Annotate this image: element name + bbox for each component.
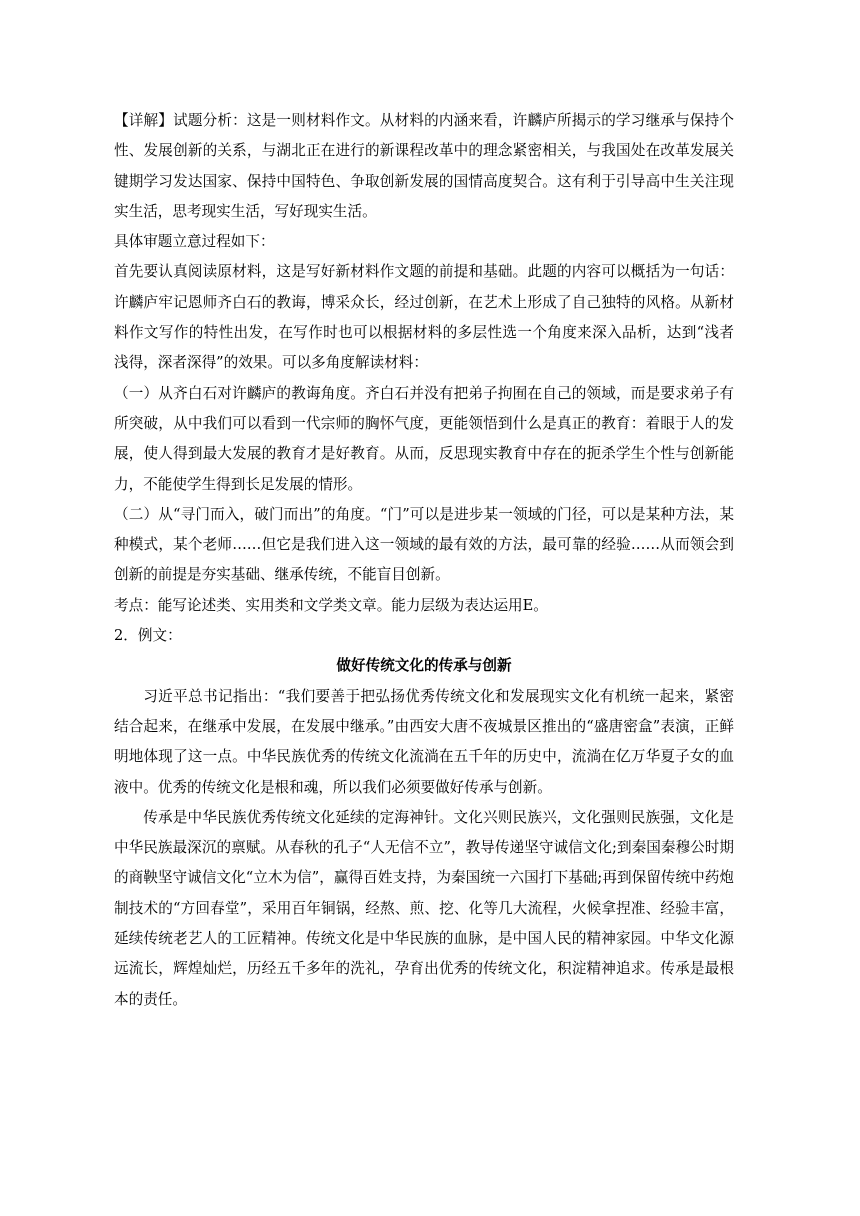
- analysis-paragraph-exam-point: 考点：能写论述类、实用类和文学类文章。能力层级为表达运用E。: [114, 596, 548, 614]
- analysis-paragraph-angle-two: （二）从“寻门而入，破门而出”的角度。“门”可以是进步某一领域的门径，可以是某种方法，某种模式，某个老师……但它是我们进入这一领域的最有效的方法，最可靠的经验……从而领会到创新的前提是夯实基础、继承传统，不能盲目创新。: [114, 505, 734, 584]
- example-heading: 2．例文：: [114, 627, 182, 645]
- document-page: [114, 106, 734, 1015]
- analysis-paragraph-reading: 首先要认真阅读原材料，这是写好新材料作文题的前提和基础。此题的内容可以概括为一句话：许麟庐牢记恩师齐白石的教诲，博采众长，经过创新，在艺术上形成了自己独特的风格。从新材料作文写作的特性出发，在写作时也可以根据材料的多层性选一个角度来深入品析，达到“浅者浅得，深者深得”的效果。可以多角度解读材料：: [114, 263, 734, 372]
- analysis-paragraph-detail: 【详解】试题分析：这是一则材料作文。从材料的内涵来看，许麟庐所揭示的学习继承与保持个性、发展创新的关系，与湖北正在进行的新课程改革中的理念紧密相关，与我国处在改革发展关键期学习发达国家、保持中国特色、争取创新发展的国情高度契合。这有利于引导高中生关注现实生活，思考现实生活，写好现实生活。: [114, 112, 734, 220]
- essay-paragraph-intro: 习近平总书记指出：“我们要善于把弘扬优秀传统文化和发展现实文化有机统一起来，紧密结合起来，在继承中发展，在发展中继承。”由西安大唐不夜城景区推出的“盛唐密盒”表演，正鲜明地体现了这一点。中华民族优秀的传统文化流淌在五千年的历史中，流淌在亿万华夏子女的血液中。优秀的传统文化是根和魂，所以我们必须要做好传承与创新。: [114, 687, 734, 796]
- essay-title: 做好传统文化的传承与创新: [336, 657, 512, 675]
- essay-paragraph-inheritance: 传承是中华民族优秀传统文化延续的定海神针。文化兴则民族兴，文化强则民族强，文化是中华民族最深沉的禀赋。从春秋的孔子“人无信不立”，教导传递坚守诚信文化;到秦国秦穆公时期的商鞅坚守诚信文化“立木为信”，赢得百姓支持，为秦国统一六国打下基础;再到保留传统中药炮制技术的“方回春堂”，采用百年铜锅，经熬、煎、挖、化等几大流程，火候拿捏准、经验丰富，延续传统老艺人的工匠精神。传统文化是中华民族的血脉，是中国人民的精神家园。中华文化源远流长，辉煌灿烂，历经五千多年的洗礼，孕育出优秀的传统文化，积淀精神追求。传承是最根本的责任。: [114, 808, 734, 1008]
- analysis-paragraph-angle-one: （一）从齐白石对许麟庐的教诲角度。齐白石并没有把弟子拘囿在自己的领域，而是要求弟子有所突破，从中我们可以看到一代宗师的胸怀气度，更能领悟到什么是真正的教育：着眼于人的发展，使人得到最大发展的教育才是好教育。从而，反思现实教育中存在的扼杀学生个性与创新能力，不能使学生得到长足发展的情形。: [114, 384, 734, 493]
- analysis-paragraph-process-intro: 具体审题立意过程如下：: [114, 233, 275, 251]
